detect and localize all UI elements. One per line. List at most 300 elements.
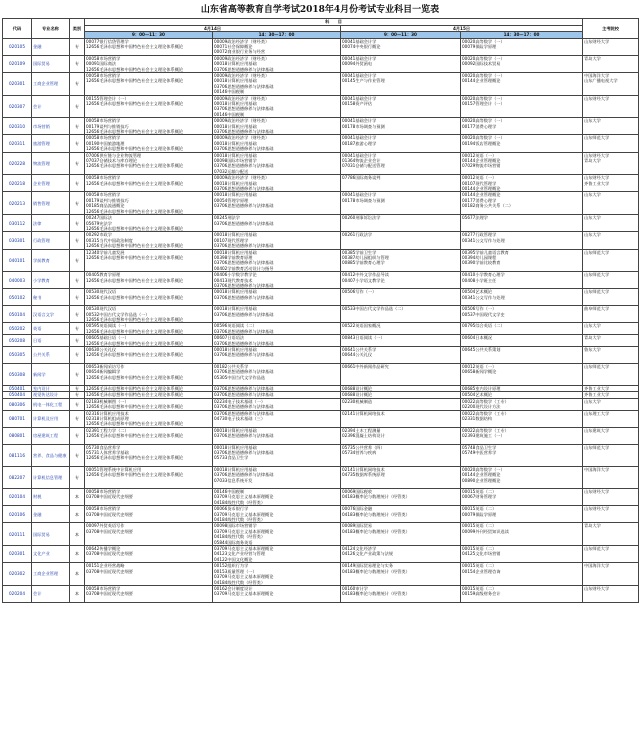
page-title: 山东省高等教育自学考试2018年4月份考试专业科目一览表 xyxy=(200,5,440,15)
subject-item: 03706思想道德修养与法律基础 xyxy=(214,392,274,398)
major-level: 专 xyxy=(70,363,85,385)
subject-item: 04184线性代数（经管类） xyxy=(214,579,266,585)
subject-item: 12656毛泽东思想和中国特色社会主义理论体系概论 xyxy=(86,455,184,461)
subject-item: 02393建筑施工（一） xyxy=(462,433,505,439)
subjects-sat-pm xyxy=(213,38,341,55)
subject-item: 00018计算机应用基础 xyxy=(214,289,257,295)
chief-school xyxy=(583,466,639,488)
subjects-sun-pm xyxy=(461,72,583,95)
chief-school xyxy=(583,192,639,215)
subjects-sun-am xyxy=(341,347,461,364)
subjects-sat-am xyxy=(85,118,213,135)
table-row xyxy=(3,152,639,175)
subject-item: 12656毛泽东思想和中国特色社会主义理论体系概论 xyxy=(86,328,184,334)
subjects-sun-am xyxy=(341,72,461,95)
subject-item: 00058市场营销学 xyxy=(86,585,121,591)
major-level: 专 xyxy=(70,347,85,364)
subjects-sun-am xyxy=(341,175,461,192)
major-level: 本 xyxy=(70,563,85,586)
subjects-sun-pm xyxy=(461,38,583,55)
subject-item: 00041基础会计学 xyxy=(342,135,377,141)
major-code: 050404 xyxy=(3,392,32,398)
subject-item: 00018计算机应用基础 xyxy=(214,140,257,146)
subject-item: 05305中国当代文学作品选 xyxy=(214,374,266,380)
subjects-sun-pm xyxy=(461,323,583,335)
subject-item: 00020高等数学（一） xyxy=(462,118,505,124)
subject-item: 00402学前教育活动设计与指导 xyxy=(214,265,274,271)
table-row xyxy=(3,323,639,335)
major-level: 专 xyxy=(70,306,85,323)
subject-item: 00018计算机应用基础 xyxy=(214,78,257,84)
subject-item: 00069国际税收 xyxy=(342,489,373,495)
chief-school xyxy=(583,523,639,546)
subject-item: 山东师范大学 xyxy=(584,546,610,552)
subject-item: 05730食品营养学 xyxy=(86,444,121,450)
table-row xyxy=(3,118,639,135)
chief-school xyxy=(583,506,639,523)
subject-item: 00155管理会计（一） xyxy=(86,95,129,101)
subject-item: 07031仓储与配送管理 xyxy=(342,163,385,169)
subject-item: 00058市场营销学 xyxy=(86,118,121,124)
subject-item: 00022高等数学（工专） xyxy=(462,427,509,433)
subject-item: 00395学前儿童语言教育 xyxy=(462,249,509,255)
major-code: 020302 xyxy=(3,563,32,586)
subject-item: 00015英语（二） xyxy=(462,585,497,591)
subjects-sun-pm xyxy=(461,363,583,385)
chief-school xyxy=(583,152,639,175)
subject-item: 00152组织行为学 xyxy=(214,563,249,569)
table-row xyxy=(3,335,639,347)
subject-item: 00179谈判与推销技巧 xyxy=(86,123,129,129)
subjects-sun-am xyxy=(341,563,461,586)
subjects-sun-pm xyxy=(461,335,583,347)
subject-item: 12656毛泽东思想和中国特色社会主义理论体系概论 xyxy=(86,66,184,72)
major-level: 本 xyxy=(70,523,85,546)
subjects-sun-pm xyxy=(461,410,583,427)
subjects-sat-am xyxy=(85,306,213,323)
subjects-sun-am xyxy=(341,38,461,55)
subject-item: 12656毛泽东思想和中国特色社会主义理论体系概论 xyxy=(86,433,184,439)
subject-item: 05748食品卫生学 xyxy=(462,444,497,450)
subject-item: 00506写作（一） xyxy=(342,289,377,295)
major-level: 专 xyxy=(70,192,85,215)
subjects-sat-am xyxy=(85,563,213,586)
subject-item: 00177消费心理学 xyxy=(462,197,497,203)
subject-item: 00405教育学原理 xyxy=(86,272,121,278)
subject-item: 00685室内设计原理 xyxy=(462,386,501,391)
table-row xyxy=(3,249,639,272)
subjects-sun-am xyxy=(341,506,461,523)
major-code: 050202 xyxy=(3,323,32,335)
header-school: 主考院校 xyxy=(583,19,639,39)
table-row xyxy=(3,232,639,249)
subject-item: 00247国际法 xyxy=(86,215,112,221)
subject-item: 00154企业管理咨询 xyxy=(462,568,501,574)
subjects-sun-am xyxy=(341,215,461,232)
major-level: 专 xyxy=(70,392,85,398)
major-level: 专 xyxy=(70,427,85,444)
subject-item: 00009政治经济学（财经类） xyxy=(214,72,270,78)
subject-item: 00058市场营销学 xyxy=(86,192,121,198)
major-name: 小学教育 xyxy=(32,272,70,289)
subjects-sat-pm xyxy=(213,323,341,335)
subject-item: 12656毛泽东思想和中国特色社会主义理论体系概论 xyxy=(86,340,184,346)
subject-item: 00260刑事诉讼法学 xyxy=(342,215,381,221)
major-name: 会计 xyxy=(32,585,70,602)
table-row xyxy=(3,363,639,385)
subjects-sat-am xyxy=(85,398,213,410)
chief-school xyxy=(583,38,639,55)
major-code: 050104 xyxy=(3,306,32,323)
table-row xyxy=(3,506,639,523)
subject-item: 12656毛泽东思想和中国特色社会主义理论体系概论 xyxy=(86,316,184,322)
subject-item: 00277行政管理学 xyxy=(462,232,497,238)
header-sun-pm: 14：30—17：00 xyxy=(461,32,583,39)
subject-item: 00157管理会计（一） xyxy=(462,100,505,106)
subject-item: 山东财经大学 xyxy=(584,95,610,101)
chief-school xyxy=(583,249,639,272)
subject-item: 00022高等数学（工专） xyxy=(462,410,509,416)
subject-item: 00530现代汉语 xyxy=(86,289,117,295)
chief-school xyxy=(583,427,639,444)
subject-item: 00245刑法学 xyxy=(214,215,240,221)
subject-item: 12656毛泽东思想和中国特色社会主义理论体系概论 xyxy=(86,146,184,152)
subject-item: 鲁东大学 xyxy=(584,347,601,353)
subject-item: 00097外贸英语写作 xyxy=(86,523,125,529)
header-day-sun: 4月15日 xyxy=(341,25,583,32)
subjects-sun-am xyxy=(341,289,461,306)
subject-item: 04183概率论与数理统计（经管类） xyxy=(342,494,410,500)
major-code: 020204 xyxy=(3,585,32,602)
major-name: 国际贸易 xyxy=(32,55,70,72)
subject-item: 00041基础会计学 xyxy=(342,118,377,124)
subject-item: 00058市场营销学 xyxy=(86,175,121,181)
subject-item: 02234电子技术基础（一） xyxy=(214,398,266,404)
subject-item: 00412中外文学作品导读 xyxy=(342,272,389,278)
major-name: 工商企业管理 xyxy=(32,563,70,586)
subject-item: 中国海洋大学 xyxy=(584,466,610,472)
major-level: 专 xyxy=(70,55,85,72)
subjects-sat-am xyxy=(85,335,213,347)
major-level: 专 xyxy=(70,410,85,427)
major-name: 计算机及应用 xyxy=(32,410,70,427)
subjects-sat-pm xyxy=(213,72,341,95)
subjects-sat-am xyxy=(85,546,213,563)
subjects-sat-am xyxy=(85,215,213,232)
major-name: 机电一体化工程 xyxy=(32,398,70,410)
chief-school xyxy=(583,444,639,466)
subject-item: 00012英语（一） xyxy=(462,152,497,158)
subject-item: 03708中国近现代史纲要 xyxy=(86,591,133,597)
major-level: 专 xyxy=(70,444,85,466)
table-row xyxy=(3,410,639,427)
major-code: 020310 xyxy=(3,118,32,135)
subject-item: 04184线性代数（经管类） xyxy=(214,534,266,540)
subject-item: 山东大学 xyxy=(584,323,601,329)
subject-item: 00160审计学 xyxy=(342,585,368,591)
subject-item: 00058市场营销学 xyxy=(86,55,121,61)
subjects-sun-pm xyxy=(461,215,583,232)
subject-item: 00341公文写作与处理 xyxy=(462,294,505,300)
subjects-sat-am xyxy=(85,466,213,488)
major-level: 专 xyxy=(70,152,85,175)
subject-item: 00194饭店管理概论 xyxy=(462,140,501,146)
chief-school xyxy=(583,323,639,335)
subject-item: 00178市场调查与预测 xyxy=(342,123,385,129)
subjects-sat-pm xyxy=(213,192,341,215)
subjects-sun-am xyxy=(341,335,461,347)
subject-item: 12656毛泽东思想和中国特色社会主义理论体系概论 xyxy=(86,472,184,478)
major-code: 050308 xyxy=(3,363,32,385)
subjects-sat-am xyxy=(85,323,213,335)
major-level: 专 xyxy=(70,272,85,289)
subjects-sat-am xyxy=(85,523,213,546)
subject-item: 02141计算机网络技术 xyxy=(342,410,385,416)
subject-item: 00015英语（二） xyxy=(462,523,497,529)
subjects-sun-am xyxy=(341,489,461,506)
subject-item: 03706思想道德修养与法律基础 xyxy=(214,260,274,266)
subject-item: 00018计算机应用基础 xyxy=(214,306,257,312)
subject-item: 00413现代教育技术 xyxy=(214,277,253,283)
subjects-sun-pm xyxy=(461,466,583,488)
chief-school xyxy=(583,563,639,586)
subject-item: 05677法理学 xyxy=(462,215,488,221)
subject-item: 00015英语（二） xyxy=(462,506,497,512)
subject-item: 03706思想道德修养与法律基础 xyxy=(214,311,274,317)
subject-item: 00261行政法学 xyxy=(342,232,373,238)
subjects-sun-pm xyxy=(461,249,583,272)
major-code: 050401 xyxy=(3,386,32,392)
subjects-sun-am xyxy=(341,323,461,335)
subject-item: 山东师范大学 xyxy=(584,272,610,278)
major-name: 市场营销 xyxy=(32,118,70,135)
subject-item: 03706思想道德修养与法律基础 xyxy=(214,163,274,169)
subject-item: 山东财经大学 xyxy=(584,489,610,495)
subjects-sat-am xyxy=(85,192,213,215)
major-code: 040101 xyxy=(3,249,32,272)
subjects-sat-pm xyxy=(213,95,341,118)
subjects-sat-pm xyxy=(213,289,341,306)
subject-item: 00058市场营销学 xyxy=(86,72,121,78)
subjects-sun-am xyxy=(341,466,461,488)
subject-item: 04123文化产业经营与管理 xyxy=(214,551,266,557)
subject-item: 00182公共关系学 xyxy=(214,363,249,369)
subject-item: 03708中国近现代史纲要 xyxy=(86,551,133,557)
subject-item: 00041基础会计学 xyxy=(342,95,377,101)
major-level: 专 xyxy=(70,38,85,55)
subjects-sun-am xyxy=(341,427,461,444)
subject-item: 中国海洋大学 xyxy=(584,563,610,569)
header-major: 专业名称 xyxy=(32,19,70,39)
subject-item: 齐鲁工业大学 xyxy=(584,392,610,398)
major-level: 专 xyxy=(70,249,85,272)
subject-item: 12656毛泽东思想和中国特色社会主义理论体系概论 xyxy=(86,43,184,49)
subjects-sun-am xyxy=(341,410,461,427)
subject-item: 03706思想道德修养与法律基础 xyxy=(214,410,274,416)
subject-item: 00107现代管理学 xyxy=(462,180,497,186)
subject-item: 00077银行信贷管理学 xyxy=(86,38,129,44)
subjects-sun-am xyxy=(341,546,461,563)
subject-item: 山东师范大学 xyxy=(584,444,610,450)
subject-item: 00020高等数学（一） xyxy=(462,95,505,101)
major-level: 专 xyxy=(70,95,85,118)
major-name: 金融 xyxy=(32,38,70,55)
subject-item: 01364物流企业会计 xyxy=(342,158,381,164)
chief-school xyxy=(583,489,639,506)
subject-item: 03706思想道德修养与法律基础 xyxy=(214,282,274,288)
table-row xyxy=(3,95,639,118)
major-level: 专 xyxy=(70,118,85,135)
subject-item: 00058市场营销学 xyxy=(86,489,121,495)
subject-item: 00018计算机应用基础 xyxy=(214,152,257,158)
subject-item: 00885学前教育心理学 xyxy=(342,260,385,266)
chief-school xyxy=(583,398,639,410)
subjects-sat-am xyxy=(85,152,213,175)
subject-item: 00641公共关系学 xyxy=(342,347,377,353)
major-name: 公共关系 xyxy=(32,347,70,364)
subject-item: 03706思想道德修养与法律基础 xyxy=(214,369,274,375)
major-code: 020109 xyxy=(3,55,32,72)
table-row xyxy=(3,72,639,95)
subject-item: 00018计算机应用基础 xyxy=(214,192,257,198)
subject-item: 00020高等数学（一） xyxy=(462,466,505,472)
subject-item: 00146中国税制 xyxy=(214,111,245,117)
major-name: 计算机信息管理 xyxy=(32,466,70,488)
subjects-sun-pm xyxy=(461,306,583,323)
subjects-sat-pm xyxy=(213,175,341,192)
subjects-sun-am xyxy=(341,444,461,466)
table-row xyxy=(3,347,639,364)
subjects-sat-am xyxy=(85,249,213,272)
table-row xyxy=(3,546,639,563)
subject-item: 03706思想道德修养与法律基础 xyxy=(214,472,274,478)
subjects-sat-am xyxy=(85,175,213,192)
subject-item: 12656毛泽东思想和中国特色社会主义理论体系概论 xyxy=(86,277,184,283)
subject-item: 03706思想道德修养与法律基础 xyxy=(214,328,274,334)
subject-item: 00020高等数学（一） xyxy=(462,38,505,44)
major-code: 020228 xyxy=(3,152,32,175)
subject-item: 00315当代中国政治制度 xyxy=(86,237,133,243)
subject-item: 04183概率论与数理统计（经管类） xyxy=(342,511,410,517)
subject-item: 山东财经大学 xyxy=(584,585,610,591)
subject-item: 02331数据结构 xyxy=(462,416,493,422)
major-level: 专 xyxy=(70,386,85,392)
table-row xyxy=(3,55,639,72)
chief-school xyxy=(583,95,639,118)
major-name: 销售管理 xyxy=(32,192,70,215)
subject-item: 07033信息系统开发 xyxy=(214,477,253,483)
major-name: 国际贸易 xyxy=(32,523,70,546)
chief-school xyxy=(583,215,639,232)
subject-item: 04124文化经济学 xyxy=(342,546,377,552)
subject-item: 00098国际市场营销学 xyxy=(214,158,257,164)
subject-item: 00092国际技术贸易 xyxy=(462,61,501,67)
subjects-sun-pm xyxy=(461,175,583,192)
subject-item: 12656毛泽东思想和中国特色社会主义理论体系概论 xyxy=(86,374,184,380)
subject-item: 00144企业管理概论 xyxy=(462,472,501,478)
chief-school xyxy=(583,585,639,602)
major-code: 081116 xyxy=(3,444,32,466)
major-name: 视觉传达设计 xyxy=(32,392,70,398)
subject-item: 00018计算机应用基础 xyxy=(214,100,257,106)
subject-item: 12656毛泽东思想和中国特色社会主义理论体系概论 xyxy=(86,243,184,249)
subjects-sun-am xyxy=(341,232,461,249)
major-code: 080306 xyxy=(3,398,32,410)
subjects-sun-pm xyxy=(461,585,583,602)
subject-item: 07786国际商务谈判 xyxy=(342,175,381,181)
subjects-sun-pm xyxy=(461,563,583,586)
subject-item: 00009政治经济学（财经类） xyxy=(214,95,270,101)
chief-school xyxy=(583,347,639,364)
subject-item: 00071社会保障概论 xyxy=(214,43,253,49)
header-code: 代码 xyxy=(3,19,32,39)
major-code: 020301 xyxy=(3,546,32,563)
subject-item: 00410小学教育心理学 xyxy=(462,272,505,278)
major-name: 室内设计 xyxy=(32,386,70,392)
major-code: 082207 xyxy=(3,466,32,488)
major-level: 专 xyxy=(70,175,85,192)
subjects-sat-am xyxy=(85,347,213,364)
subject-item: 00079保险学原理 xyxy=(462,43,497,49)
subjects-sun-am xyxy=(341,272,461,289)
subject-item: 00144企业管理概论 xyxy=(462,186,501,192)
subject-item: 12656毛泽东思想和中国特色社会主义理论体系概论 xyxy=(86,404,184,410)
subjects-sun-pm xyxy=(461,347,583,364)
subject-item: 03706思想道德修养与法律基础 xyxy=(214,186,274,192)
table-row xyxy=(3,398,639,410)
subject-item: 02394土木工程测量 xyxy=(342,427,381,433)
subjects-sat-pm xyxy=(213,506,341,523)
table-row xyxy=(3,175,639,192)
subjects-sun-pm xyxy=(461,444,583,466)
subject-item: 00018计算机应用基础 xyxy=(214,180,257,186)
subject-item: 00020高等数学（一） xyxy=(462,72,505,78)
major-level: 专 xyxy=(70,215,85,232)
subjects-sat-am xyxy=(85,95,213,118)
subject-item: 00041基础会计学 xyxy=(342,72,377,78)
subject-item: 山东大学 xyxy=(584,192,601,198)
major-code: 020111 xyxy=(3,523,32,546)
major-code: 020104 xyxy=(3,489,32,506)
subject-item: 00107现代管理学 xyxy=(214,237,249,243)
subject-item: 07006供应链与企业物流管理 xyxy=(86,152,142,158)
subjects-sat-pm xyxy=(213,585,341,602)
subject-item: 03706思想道德修养与法律基础 xyxy=(214,433,274,439)
subjects-sat-am xyxy=(85,232,213,249)
subject-item: 03706思想道德修养与法律基础 xyxy=(214,243,274,249)
subject-item: 04735数据库系统原理 xyxy=(342,472,385,478)
subject-item: 齐鲁工业大学 xyxy=(584,180,610,186)
subject-item: 00596英语阅读（二） xyxy=(214,323,257,329)
subject-item: 12656毛泽东思想和中国特色社会主义理论体系概论 xyxy=(86,294,184,300)
subject-item: 03708中国近现代史纲要 xyxy=(86,511,133,517)
subject-item: 12656毛泽东思想和中国特色社会主义理论体系概论 xyxy=(86,100,184,106)
subject-item: 00076国际金融 xyxy=(342,506,373,512)
subject-item: 00018计算机应用基础 xyxy=(214,466,257,472)
subject-item: 12656毛泽东思想和中国特色社会主义理论体系概论 xyxy=(86,163,184,169)
subject-item: 00177消费心理学 xyxy=(462,123,497,129)
subjects-sat-pm xyxy=(213,444,341,466)
subjects-sun-pm xyxy=(461,192,583,215)
subject-item: 04183概率论与数理统计（经管类） xyxy=(342,528,410,534)
major-name: 学前教育 xyxy=(32,249,70,272)
major-level: 本 xyxy=(70,546,85,563)
major-name: 旅游管理 xyxy=(32,135,70,152)
subject-item: 02230机械制造 xyxy=(342,398,373,404)
subject-item: 00390学前比较教育 xyxy=(462,260,501,266)
subjects-sun-am xyxy=(341,135,461,152)
subject-item: 00094外贸函电 xyxy=(342,61,373,67)
